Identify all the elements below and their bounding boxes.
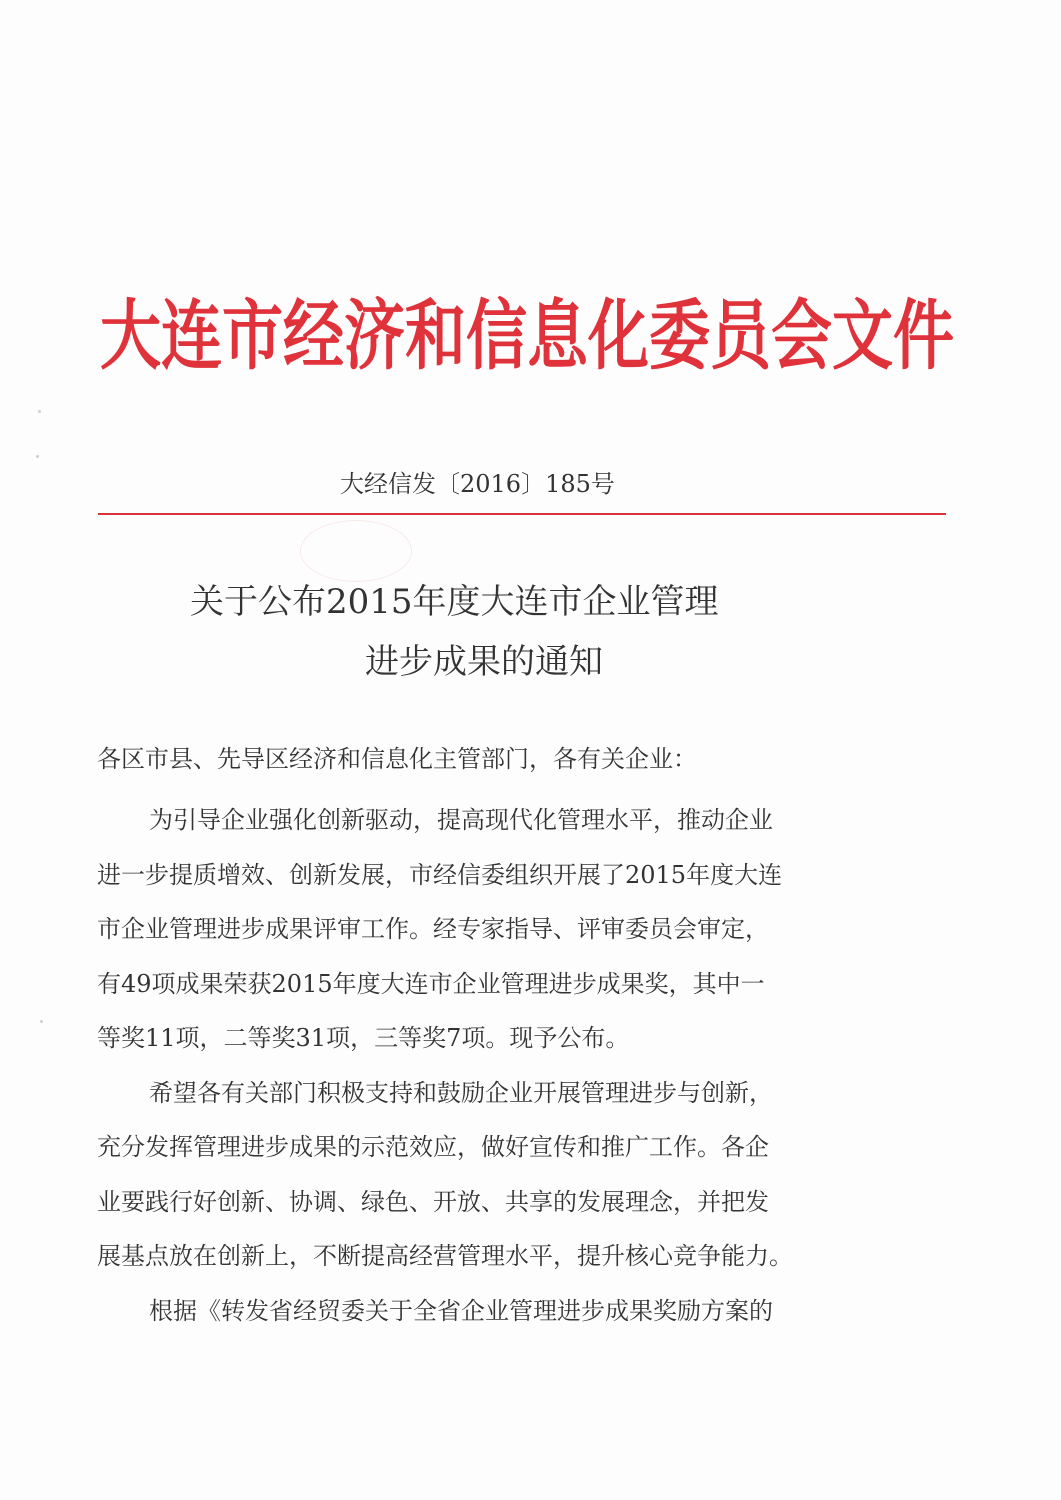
red-separator-line (98, 513, 946, 515)
scan-speck (40, 1020, 43, 1023)
body-text (97, 793, 907, 1338)
paragraph-line: 充分发挥管理进步成果的示范效应，做好宣传和推广工作。各企 (97, 1133, 769, 1161)
paragraph-line: 展基点放在创新上，不断提高经营管理水平，提升核心竞争能力。 (97, 1242, 793, 1270)
document-subject (190, 572, 890, 692)
paragraph-line: 希望各有关部门积极支持和鼓励企业开展管理进步与创新， (149, 1078, 773, 1107)
issuer-header-title: 大连市经济和信息化委员会文件 (100, 292, 955, 381)
paragraph-line: 进一步提质增效、创新发展，市经信委组织开展了2015年度大连 (97, 860, 783, 889)
scan-speck (36, 455, 39, 458)
paragraph-line: 有49项成果荣获2015年度大连市企业管理进步成果奖，其中一 (97, 969, 765, 998)
paragraph-line: 等奖11项，二等奖31项，三等奖7项。现予公布。 (97, 1024, 630, 1052)
paragraph-3 (97, 1284, 907, 1339)
paragraph-1 (97, 793, 907, 1066)
paragraph-line: 业要践行好创新、协调、绿色、开放、共享的发展理念，并把发 (97, 1187, 769, 1216)
paragraph-line: 为引导企业强化创新驱动，提高现代化管理水平，推动企业 (149, 806, 773, 834)
subject-line-1: 关于公布2015年度大连市企业管理 (190, 582, 719, 622)
scan-speck (38, 410, 41, 413)
paragraph-line: 市企业管理进步成果评审工作。经专家指导、评审委员会审定， (97, 915, 769, 943)
paragraph-line: 根据《转发省经贸委关于全省企业管理进步成果奖励方案的 (149, 1296, 773, 1325)
salutation: 各区市县、先导区经济和信息化主管部门，各有关企业： (97, 745, 697, 773)
paragraph-2 (97, 1066, 907, 1284)
document-number: 大经信发〔2016〕185号 (340, 470, 615, 498)
subject-line-2: 进步成果的通知 (365, 642, 603, 682)
